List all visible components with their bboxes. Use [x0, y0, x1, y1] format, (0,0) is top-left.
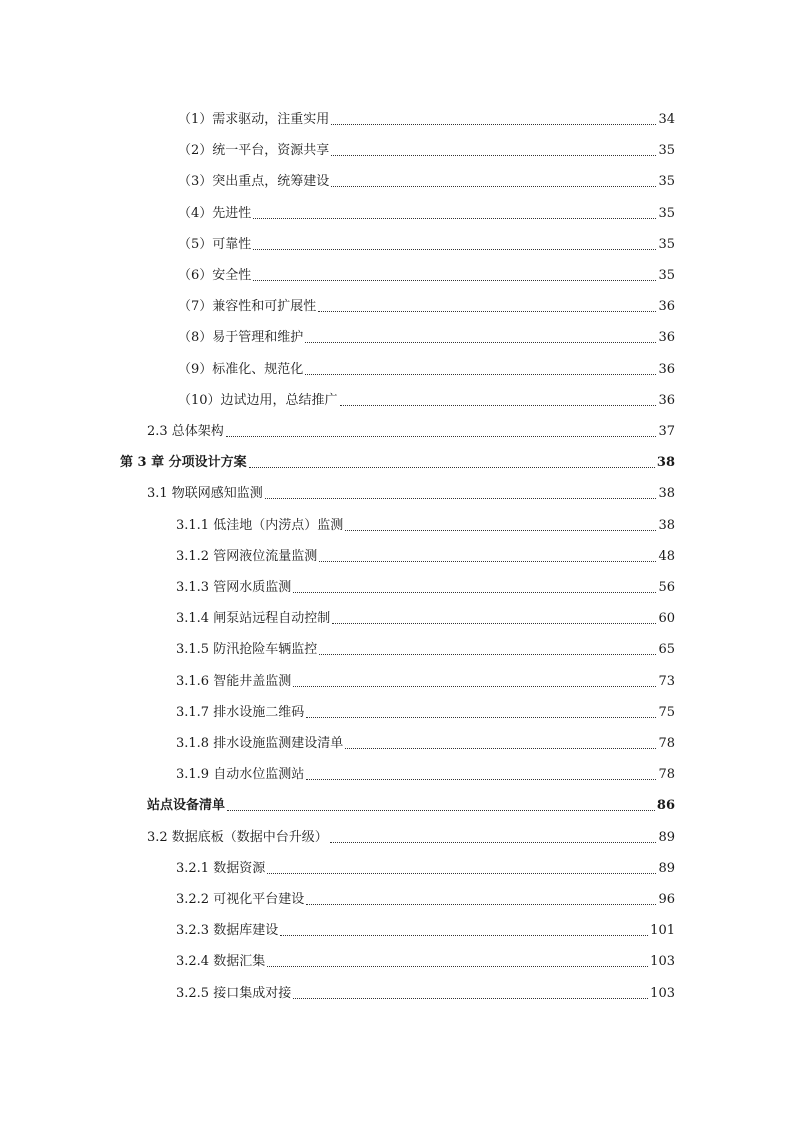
toc-entry[interactable]: [176, 670, 675, 690]
toc-entry[interactable]: [147, 794, 675, 814]
toc-entry[interactable]: [176, 888, 675, 908]
toc-entry-page-number: 38: [656, 455, 675, 471]
toc-entry[interactable]: [178, 295, 675, 315]
toc-entry-page-number: 36: [658, 392, 675, 408]
toc-entry[interactable]: [178, 389, 675, 409]
toc-entry-title: （10）边试边用，总结推广: [178, 392, 338, 408]
toc-dot-leader: [306, 717, 656, 718]
toc-entry-title: 3.2.3 数据库建设: [176, 923, 279, 939]
toc-dot-leader: [226, 436, 657, 437]
toc-entry-title: （3）突出重点，统筹建设: [178, 174, 330, 190]
toc-entry[interactable]: [178, 358, 675, 378]
toc-dot-leader: [306, 904, 656, 905]
toc-entry-page-number: 35: [658, 174, 675, 190]
toc-entry-page-number: 35: [658, 268, 675, 283]
toc-entry-title: （8）易于管理和维护: [178, 330, 304, 346]
toc-entry[interactable]: [178, 264, 675, 284]
toc-entry-page-number: 101: [650, 923, 675, 939]
toc-dot-leader: [227, 810, 655, 811]
toc-entry[interactable]: [147, 420, 675, 440]
toc-entry-title: 3.1.3 管网水质监测: [176, 580, 292, 595]
toc-dot-leader: [345, 748, 656, 749]
toc-entry[interactable]: [176, 514, 675, 534]
toc-entry-title: 3.2.5 接口集成对接: [176, 985, 292, 1001]
toc-dot-leader: [331, 124, 656, 125]
toc-dot-leader: [332, 623, 656, 624]
toc-dot-leader: [293, 592, 656, 593]
toc-entry-title: 站点设备清单: [147, 798, 226, 814]
toc-entry-page-number: 60: [658, 611, 675, 627]
toc-entry-page-number: 89: [658, 829, 675, 845]
toc-entry-title: 3.1.9 自动水位监测站: [176, 767, 305, 783]
toc-entry-page-number: 38: [658, 517, 675, 533]
toc-entry-page-number: 36: [658, 330, 675, 346]
toc-entry[interactable]: [147, 482, 675, 502]
toc-entry-page-number: 36: [658, 299, 675, 315]
toc-entry[interactable]: [176, 732, 675, 752]
toc-dot-leader: [319, 654, 656, 655]
toc-entry-page-number: 35: [658, 236, 675, 252]
toc-entry-page-number: 96: [658, 892, 675, 907]
toc-entry-page-number: 48: [658, 548, 675, 564]
toc-entry-page-number: 37: [658, 424, 675, 439]
toc-entry-title: 2.3 总体架构: [147, 424, 224, 439]
toc-entry-page-number: 56: [658, 580, 675, 595]
toc-entry-page-number: 65: [658, 642, 675, 658]
toc-dot-leader: [293, 686, 656, 687]
toc-entry-title: （9）标准化、规范化: [178, 361, 304, 377]
toc-entry-title: （4）先进性: [178, 205, 252, 221]
toc-entry-title: 3.1.2 管网液位流量监测: [176, 548, 318, 564]
toc-entry-title: 3.2 数据底板（数据中台升级）: [147, 829, 328, 845]
toc-entry-page-number: 34: [658, 112, 675, 127]
toc-entry-title: （5）可靠性: [178, 236, 252, 252]
toc-entry-page-number: 35: [658, 143, 675, 159]
toc-entry-page-number: 73: [658, 673, 675, 689]
toc-entry-title: 第 3 章 分项设计方案: [120, 455, 247, 471]
toc-entry-title: 3.1.1 低洼地（内涝点）监测: [176, 517, 344, 533]
toc-entry-page-number: 38: [658, 486, 675, 502]
toc-entry-title: 3.1.4 闸泵站远程自动控制: [176, 611, 331, 627]
toc-entry[interactable]: [178, 170, 675, 190]
toc-dot-leader: [267, 873, 656, 874]
toc-entry[interactable]: [178, 326, 675, 346]
toc-dot-leader: [340, 405, 657, 406]
toc-entry-title: 3.2.1 数据资源: [176, 860, 266, 876]
toc-dot-leader: [331, 186, 656, 187]
toc-entry[interactable]: [176, 919, 675, 939]
toc-entry-page-number: 103: [650, 985, 675, 1001]
toc-entry-title: （6）安全性: [178, 268, 252, 283]
toc-dot-leader: [305, 374, 656, 375]
toc-entry[interactable]: [176, 763, 675, 783]
toc-entry-title: 3.1.7 排水设施二维码: [176, 704, 305, 720]
toc-entry-page-number: 35: [658, 205, 675, 221]
toc-entry[interactable]: [178, 233, 675, 253]
toc-entry-title: 3.1.8 排水设施监测建设清单: [176, 736, 344, 751]
toc-entry[interactable]: [176, 857, 675, 877]
toc-entry-page-number: 75: [658, 704, 675, 720]
toc-dot-leader: [280, 935, 648, 936]
toc-dot-leader: [330, 842, 657, 843]
toc-entry-title: 3.2.4 数据汇集: [176, 954, 266, 970]
toc-entry-title: （2）统一平台，资源共享: [178, 143, 330, 159]
toc-entry-title: 3.1.6 智能井盖监测: [176, 673, 292, 689]
toc-dot-leader: [306, 779, 656, 780]
toc-dot-leader: [345, 530, 656, 531]
toc-entry-title: （7）兼容性和可扩展性: [178, 299, 317, 315]
toc-dot-leader: [319, 561, 656, 562]
toc-dot-leader: [293, 998, 648, 999]
toc-entry[interactable]: [176, 982, 675, 1002]
toc-entry[interactable]: [176, 545, 675, 565]
toc-entry-title: （1）需求驱动，注重实用: [178, 112, 330, 127]
toc-entry-page-number: 78: [658, 736, 675, 751]
toc-entry[interactable]: [120, 451, 675, 471]
toc-entry-page-number: 103: [650, 954, 675, 970]
toc-entry[interactable]: [176, 701, 675, 721]
toc-entry[interactable]: [178, 108, 675, 128]
toc-dot-leader: [265, 498, 657, 499]
toc-dot-leader: [318, 311, 656, 312]
toc-entry[interactable]: [176, 576, 675, 596]
toc-entry[interactable]: [176, 607, 675, 627]
toc-dot-leader: [253, 249, 656, 250]
toc-entry[interactable]: [178, 202, 675, 222]
toc-entry[interactable]: [176, 638, 675, 658]
toc-entry[interactable]: [178, 139, 675, 159]
toc-entry[interactable]: [147, 826, 675, 846]
toc-dot-leader: [267, 966, 648, 967]
toc-entry-page-number: 78: [658, 767, 675, 783]
toc-dot-leader: [249, 467, 655, 468]
toc-dot-leader: [331, 155, 656, 156]
toc-dot-leader: [253, 280, 656, 281]
toc-entry-title: 3.1.5 防汛抢险车辆监控: [176, 642, 318, 658]
toc-entry-title: 3.1 物联网感知监测: [147, 486, 263, 502]
toc-dot-leader: [305, 342, 656, 343]
toc-entry-page-number: 89: [658, 860, 675, 876]
toc-entry-page-number: 86: [656, 798, 675, 814]
toc-entry-title: 3.2.2 可视化平台建设: [176, 892, 305, 907]
toc-entry[interactable]: [176, 950, 675, 970]
toc-entry-page-number: 36: [658, 361, 675, 377]
toc-dot-leader: [253, 218, 656, 219]
